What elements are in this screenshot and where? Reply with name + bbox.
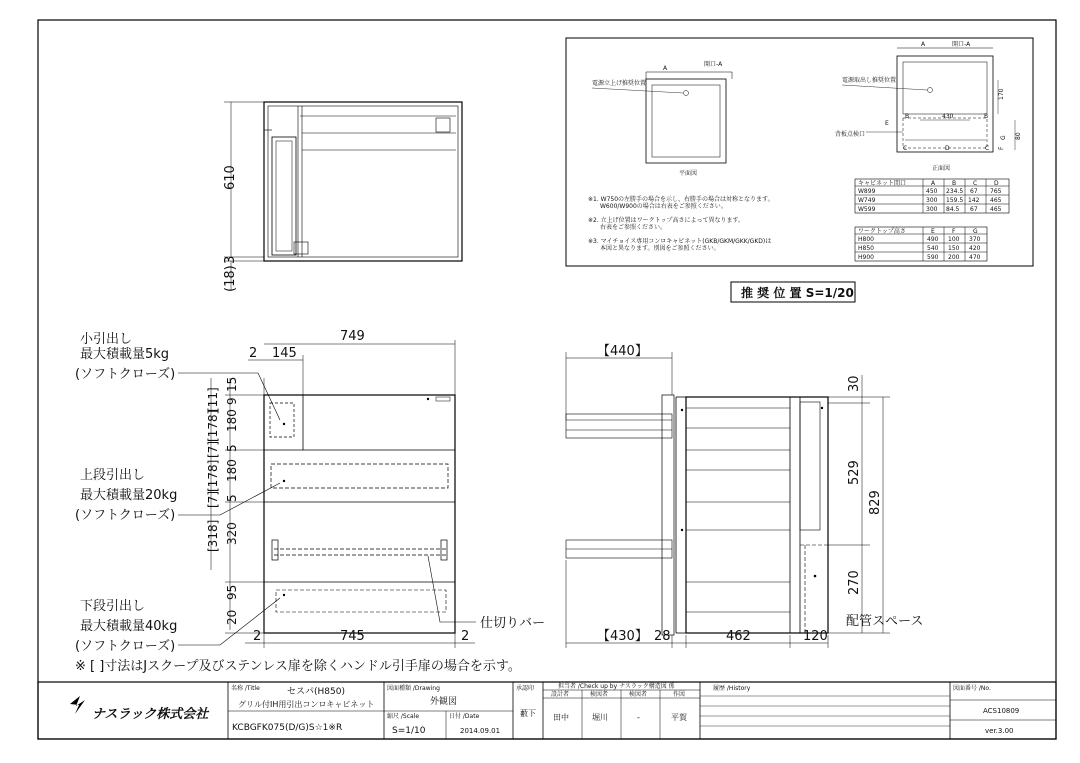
date-value: 2014.09.01 xyxy=(460,727,501,735)
svg-text:159.5: 159.5 xyxy=(946,197,964,204)
svg-text:[178]: [178] xyxy=(206,459,220,492)
svg-text:H800: H800 xyxy=(858,236,874,243)
upper-drawer-load: 最大積載量20kg xyxy=(80,488,178,503)
svg-text:95: 95 xyxy=(225,584,239,600)
svg-text:B: B xyxy=(952,180,957,187)
product-name: セスパ(H850) xyxy=(287,687,345,697)
upper-drawer-close: (ソフトクローズ) xyxy=(75,508,176,523)
svg-text:D: D xyxy=(945,145,950,152)
svg-text:A: A xyxy=(663,65,668,72)
small-drawer-label: 小引出し xyxy=(80,332,133,347)
divider-bar-label: 仕切りバー xyxy=(480,616,546,631)
svg-text:検図者: 検図者 xyxy=(629,691,648,698)
svg-text:履歴 /History: 履歴 /History xyxy=(713,685,751,692)
front-dim-2-br: 2 xyxy=(461,629,470,644)
title-block xyxy=(38,682,1056,739)
svg-text:背板点検口: 背板点検口 xyxy=(835,131,866,138)
svg-text:765: 765 xyxy=(990,188,1002,195)
logo-mark-icon xyxy=(70,696,85,714)
svg-text:D: D xyxy=(994,180,999,187)
lower-drawer-load: 最大積載量40kg xyxy=(80,619,178,634)
svg-text:開口-A: 開口-A xyxy=(704,61,723,68)
svg-text:※3. マイチョイス専用コンロキャビネット(GKB/GKM/: ※3. マイチョイス専用コンロキャビネット(GKB/GKM/GKK/GKD)は xyxy=(588,238,772,245)
svg-text:堀川: 堀川 xyxy=(592,713,608,722)
svg-text:370: 370 xyxy=(969,236,981,243)
front-view xyxy=(178,329,476,648)
svg-text:A: A xyxy=(931,180,936,187)
top-dim-3: 3 xyxy=(223,255,238,264)
elev-view-label: 正面図 xyxy=(932,165,951,172)
svg-text:平賀: 平賀 xyxy=(671,713,687,722)
svg-text:開口-A: 開口-A xyxy=(952,41,971,48)
side-dim-829: 829 xyxy=(868,490,883,515)
svg-text:W600/W900の場合は右表をご参照ください。: W600/W900の場合は右表をご参照ください。 xyxy=(600,203,727,210)
plan-view-label: 平面図 xyxy=(679,170,698,177)
side-dim-120: 120 xyxy=(803,629,828,644)
company-logo: ナスラック株式会社 xyxy=(92,707,209,722)
model-code: KCBGFK075(D/G)S☆1※R xyxy=(232,723,343,733)
svg-text:80: 80 xyxy=(1015,132,1022,140)
svg-text:B: B xyxy=(984,113,989,120)
svg-text:日付 /Date: 日付 /Date xyxy=(449,713,480,720)
svg-text:320: 320 xyxy=(225,522,239,545)
svg-text:承認印: 承認印 xyxy=(516,685,535,692)
side-dim-440: 【440】 xyxy=(597,344,648,359)
svg-text:B: B xyxy=(905,113,910,120)
svg-text:E: E xyxy=(931,228,935,235)
svg-text:G: G xyxy=(973,228,978,235)
piping-space-label: 配管スペース xyxy=(846,614,924,629)
top-dim-610: 610 xyxy=(223,165,238,190)
approver-name: 藪下 xyxy=(520,709,536,718)
side-dim-462: 462 xyxy=(726,629,751,644)
svg-text:A: A xyxy=(921,41,926,48)
svg-text:9: 9 xyxy=(225,397,239,405)
svg-text:5: 5 xyxy=(225,494,239,502)
svg-text:180: 180 xyxy=(225,409,239,432)
svg-text:200: 200 xyxy=(948,254,960,261)
upper-drawer-label: 上段引出し xyxy=(80,468,146,483)
side-dim-270: 270 xyxy=(847,570,862,595)
svg-text:100: 100 xyxy=(948,236,960,243)
product-subname: グリル付IH用引出コンロキャビネット xyxy=(238,700,375,709)
version: ver.3.00 xyxy=(985,727,1014,735)
svg-text:作図: 作図 xyxy=(673,691,686,698)
svg-text:※1. W750の左勝手の場合を示し、右勝手の場合は対称とな: ※1. W750の左勝手の場合を示し、右勝手の場合は対称となります。 xyxy=(588,196,774,203)
svg-text:[7]: [7] xyxy=(206,441,220,458)
svg-text:検図者: 検図者 xyxy=(590,691,609,698)
svg-text:300: 300 xyxy=(926,197,938,204)
svg-text:W599: W599 xyxy=(858,206,876,213)
svg-text:田中: 田中 xyxy=(553,713,569,722)
svg-text:図面番号 /No.: 図面番号 /No. xyxy=(953,685,991,692)
side-dim-430: 【430】 xyxy=(597,629,648,644)
inset-panel xyxy=(566,38,1033,266)
svg-text:E: E xyxy=(885,120,889,127)
svg-text:540: 540 xyxy=(927,245,939,252)
svg-text:234.5: 234.5 xyxy=(946,188,964,195)
svg-text:[11]: [11] xyxy=(206,387,220,412)
svg-text:84.5: 84.5 xyxy=(946,206,960,213)
svg-text:465: 465 xyxy=(990,197,1002,204)
svg-text:420: 420 xyxy=(969,245,981,252)
svg-text:465: 465 xyxy=(990,206,1002,213)
top-dim-18: (18) xyxy=(223,265,238,292)
svg-text:450: 450 xyxy=(926,188,938,195)
svg-text:図面種類 /Drawing: 図面種類 /Drawing xyxy=(387,685,440,692)
side-dim-529: 529 xyxy=(847,460,862,485)
side-dim-30: 30 xyxy=(847,375,862,392)
svg-text:F: F xyxy=(998,146,1005,150)
svg-text:F: F xyxy=(952,228,956,235)
svg-text:20: 20 xyxy=(225,609,239,625)
front-dim-2-top: 2 xyxy=(249,346,258,361)
worktop-table xyxy=(855,227,987,261)
small-drawer-close: (ソフトクローズ) xyxy=(75,367,176,382)
drawing-type: 外観図 xyxy=(430,697,458,707)
side-dim-28: 28 xyxy=(654,629,671,644)
svg-text:142: 142 xyxy=(968,197,980,204)
svg-text:430: 430 xyxy=(942,113,954,120)
svg-text:15: 15 xyxy=(225,376,239,392)
svg-text:C: C xyxy=(903,145,908,152)
recommend-label: 推 奨 位 置 S=1/20 xyxy=(741,286,854,300)
svg-text:右表をご参照ください。: 右表をご参照ください。 xyxy=(600,224,667,231)
svg-text:G: G xyxy=(1000,135,1007,140)
svg-text:170: 170 xyxy=(998,88,1005,100)
svg-text:C: C xyxy=(985,145,990,152)
svg-text:300: 300 xyxy=(926,206,938,213)
svg-text:W749: W749 xyxy=(858,197,876,204)
svg-text:180: 180 xyxy=(225,459,239,482)
svg-text:電源取出し推奨位置: 電源取出し推奨位置 xyxy=(842,77,897,84)
front-dim-749: 749 xyxy=(340,329,365,344)
svg-text:ワークトップ高さ: ワークトップ高さ xyxy=(858,228,906,235)
svg-text:[318]: [318] xyxy=(206,519,220,552)
front-dim-745: 745 xyxy=(340,629,365,644)
svg-text:150: 150 xyxy=(948,245,960,252)
svg-text:H900: H900 xyxy=(858,254,874,261)
svg-text:本図と異なります。別図をご参照ください。: 本図と異なります。別図をご参照ください。 xyxy=(600,245,720,252)
svg-text:590: 590 xyxy=(927,254,939,261)
svg-text:5: 5 xyxy=(225,444,239,452)
svg-text:担当者 /Check up by ナスラック構造図 係: 担当者 /Check up by ナスラック構造図 係 xyxy=(558,683,675,690)
drawing-number: ACS10809 xyxy=(983,707,1020,715)
svg-text:H850: H850 xyxy=(858,245,874,252)
scale-value: S=1/10 xyxy=(392,726,426,736)
svg-text:490: 490 xyxy=(927,236,939,243)
svg-text:名称 /Title: 名称 /Title xyxy=(231,685,260,692)
svg-text:-: - xyxy=(637,713,640,722)
top-view xyxy=(223,102,462,292)
front-dim-2-bl: 2 xyxy=(253,629,262,644)
svg-text:C: C xyxy=(973,180,978,187)
svg-text:キャビネット間口: キャビネット間口 xyxy=(858,180,907,187)
lower-drawer-close: (ソフトクローズ) xyxy=(75,639,176,654)
sheet-border xyxy=(38,20,1056,739)
svg-text:67: 67 xyxy=(970,206,978,213)
svg-text:[7]: [7] xyxy=(206,491,220,508)
svg-text:W899: W899 xyxy=(858,188,876,195)
svg-text:電源立上げ推奨位置: 電源立上げ推奨位置 xyxy=(592,80,647,87)
lower-drawer-label: 下段引出し xyxy=(80,599,146,614)
front-dim-145: 145 xyxy=(272,346,297,361)
svg-text:[178]: [178] xyxy=(206,409,220,442)
footnote: ※ [ ]寸法はJスクープ及びステンレス扉を除くハンドル引手扉の場合を示す。 xyxy=(75,659,521,674)
svg-text:67: 67 xyxy=(970,188,978,195)
svg-text:設計者: 設計者 xyxy=(551,691,570,698)
svg-text:縮尺 /Scale: 縮尺 /Scale xyxy=(387,713,420,720)
small-drawer-load: 最大積載量5kg xyxy=(80,347,170,362)
side-view xyxy=(566,344,890,648)
svg-text:※2. 立上げ位置はワークトップ高さによって異なります。: ※2. 立上げ位置はワークトップ高さによって異なります。 xyxy=(588,217,745,224)
svg-text:470: 470 xyxy=(969,254,981,261)
opening-table xyxy=(855,179,1009,213)
